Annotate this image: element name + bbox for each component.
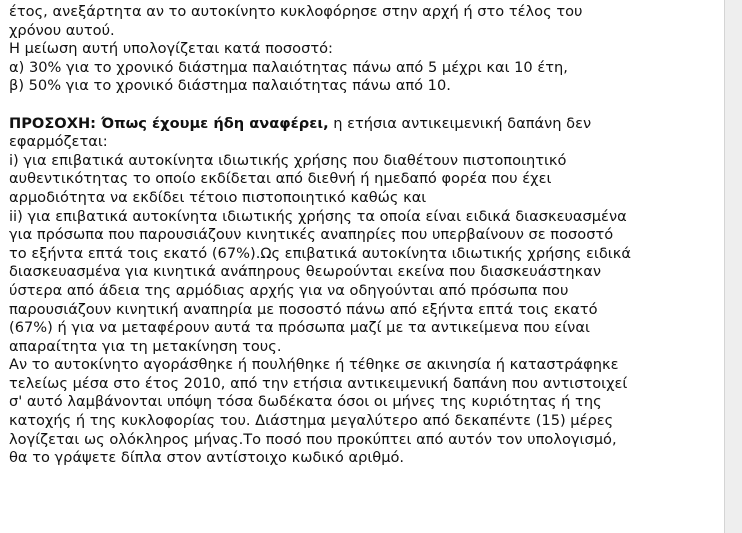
text-line: (67%) ή για να μεταφέρουν αυτά τα πρόσωπα μαζί με τα αντικείμενα που είναι: [9, 319, 590, 337]
text-line: αυθεντικότητας το οποίο εκδίδεται από διεθνή ή ημεδαπό φορέα που έχει: [9, 170, 552, 188]
text-line: θα το γράψετε δίπλα στον αντίστοιχο κωδικό αριθμό.: [9, 449, 405, 467]
document-body: [9, 3, 709, 468]
warning-label: ΠΡΟΣΟΧΗ: Όπως έχουμε ήδη αναφέρει,: [9, 114, 329, 132]
paragraph-spacer: [9, 96, 709, 115]
text-line: σ' αυτό λαμβάνονται υπόψη τόσα δωδέκατα όσοι οι μήνες της κυριότητας ή της: [9, 393, 602, 411]
text-line: απαραίτητα για τη μετακίνηση τους.: [9, 337, 282, 355]
vertical-scrollbar[interactable]: [724, 0, 742, 533]
warning-text: η ετήσια αντικειμενική δαπάνη δεν: [328, 114, 592, 132]
text-line: λογίζεται ως ολόκληρος μήνας.Το ποσό που προκύπτει από αυτόν τον υπολογισμό,: [9, 430, 617, 448]
warning-line: [9, 115, 709, 134]
list-item-i: i) για επιβατικά αυτοκίνητα ιδιωτικής χρήσης που διαθέτουν πιστοποιητικό: [9, 151, 567, 169]
text-line: ύστερα από άδεια της αρμόδιας αρχής για να οδηγούνται από πρόσωπα που: [9, 281, 569, 299]
paragraph-warning: [9, 115, 709, 468]
paragraph-reduction: [9, 3, 709, 96]
text-line: εφαρμόζεται:: [9, 133, 108, 151]
text-line: Αν το αυτοκίνητο αγοράσθηκε ή πουλήθηκε ή τέθηκε σε ακινησία ή καταστράφηκε: [9, 356, 619, 374]
text-line: αρμοδιότητα να εκδίδει τέτοιο πιστοποιητικό καθώς και: [9, 188, 427, 206]
text-line: έτος, ανεξάρτητα αν το αυτοκίνητο κυκλοφόρησε στην αρχή ή στο τέλος του: [9, 3, 583, 20]
text-line: τελείως μέσα στο έτος 2010, από την ετήσια αντικειμενική δαπάνη που αντιστοιχεί: [9, 374, 628, 392]
text-line: χρόνου αυτού.: [9, 21, 115, 39]
list-item-a: α) 30% για το χρονικό διάστημα παλαιότητας πάνω από 5 μέχρι και 10 έτη,: [9, 58, 568, 76]
list-item-ii: ii) για επιβατικά αυτοκίνητα ιδιωτικής χρήσης τα οποία είναι ειδικά διασκευασμένα: [9, 207, 627, 225]
text-line: κατοχής ή της κυκλοφορίας του. Διάστημα μεγαλύτερο από δεκαπέντε (15) μέρες: [9, 412, 614, 430]
text-line: για πρόσωπα που παρουσιάζουν κινητικές αναπηρίες που υπερβαίνουν σε ποσοστό: [9, 226, 614, 244]
text-line: παρουσιάζουν κινητική αναπηρία με ποσοστό πάνω από εξήντα επτά τοις εκατό: [9, 300, 598, 318]
text-line: Η μείωση αυτή υπολογίζεται κατά ποσοστό:: [9, 40, 333, 58]
text-line: διασκευασμένα για κινητικά ανάπηρους θεωρούνται εκείνα που διασκευάστηκαν: [9, 263, 602, 281]
list-item-b: β) 50% για το χρονικό διάστημα παλαιότητας πάνω από 10.: [9, 77, 451, 95]
text-line: το εξήντα επτά τοις εκατό (67%).Ως επιβατικά αυτοκίνητα ιδιωτικής χρήσης ειδικά: [9, 244, 631, 262]
